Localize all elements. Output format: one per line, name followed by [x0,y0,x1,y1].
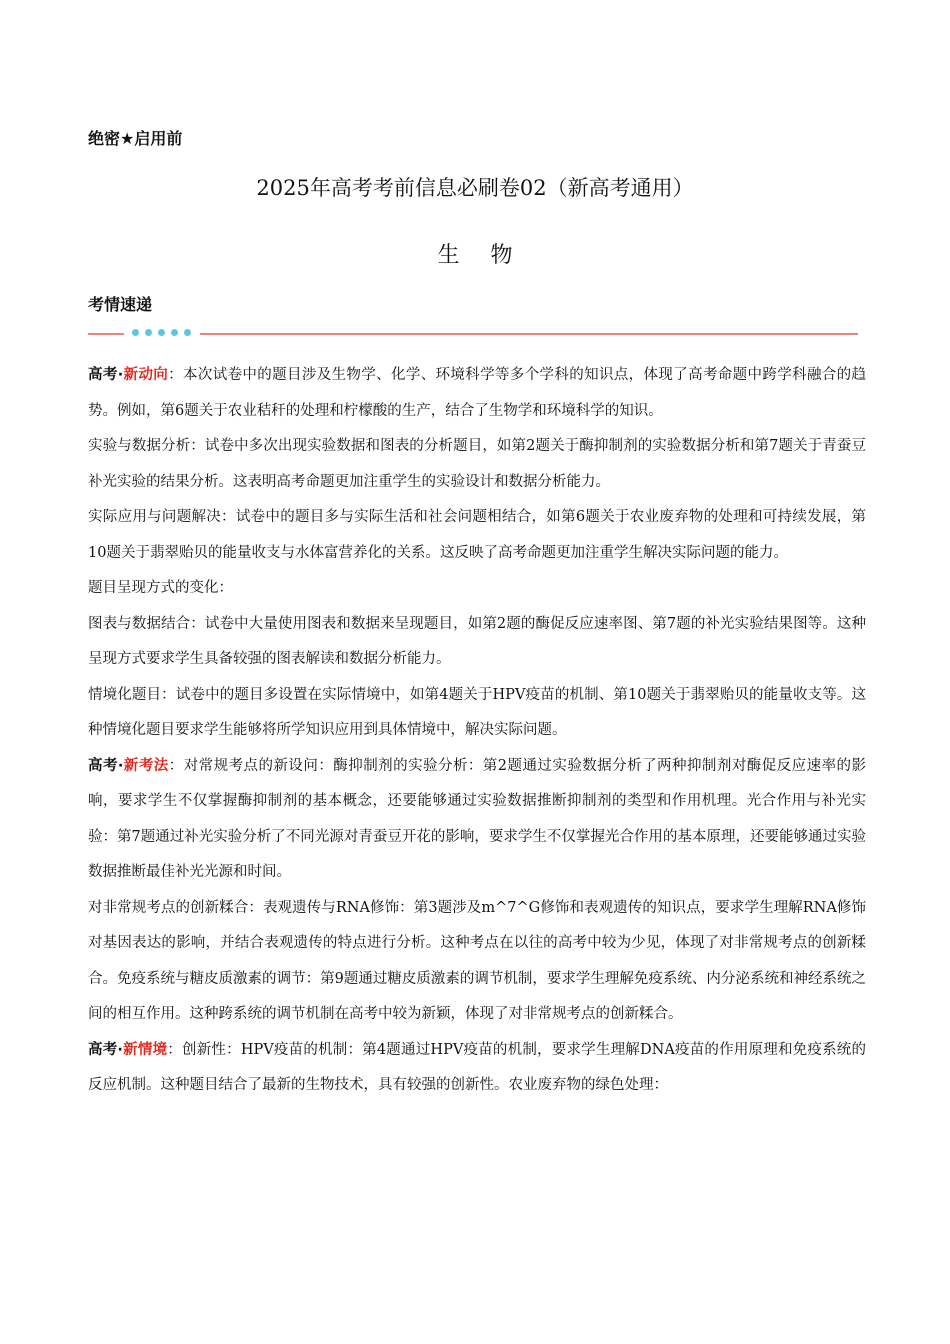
exam-title: 2025年高考考前信息必刷卷02（新高考通用） [256,176,694,200]
label-new-context: 新情境 [122,1041,168,1058]
divider-dot [145,329,152,336]
body-text [88,358,866,1104]
paragraph-new-method [88,749,866,891]
label-sep: ： [168,367,184,383]
subject-title: 生 物 [437,243,525,268]
divider-line-left [88,333,124,335]
label-prefix: 高考· [88,757,124,774]
paragraph: 实验与数据分析：试卷中多次出现实验数据和图表的分析题目，如第2题关于酶抑制剂的实验数据分析和第7题关于青蚕豆补光实验的结果分析。这表明高考命题更加注重学生的实验设计和数据分析能力。 [88,438,866,490]
paragraph: 图表与数据结合：试卷中大量使用图表和数据来呈现题目，如第2题的酶促反应速率图、第7题的补光实验结果图等。这种呈现方式要求学生具备较强的图表解读和数据分析能力。 [88,615,866,667]
confidential-mark: 绝密★启用前 [88,129,183,148]
paragraph: 实际应用与问题解决：试卷中的题目多与实际生活和社会问题相结合，如第6题关于农业废弃物的处理和可持续发展，第10题关于翡翠贻贝的能量收支与水体富营养化的关系。这反映了高考命题更加注重学生解决实际问题的能力。 [88,509,866,561]
label-new-method: 新考法 [123,757,169,774]
label-sep: ： [168,757,184,774]
section-heading: 考情速递 [88,295,153,314]
paragraph: 情境化题目：试卷中的题目多设置在实际情境中，如第4题关于HPV疫苗的机制、第10题关于翡翠贻贝的能量收支等。这种情境化题目要求学生能够将所学知识应用到具体情境中，解决实际问题。 [88,686,866,738]
divider-dots [132,329,191,336]
label-prefix: 高考· [88,1041,123,1058]
paragraph-text: 创新性：HPV疫苗的机制：第4题通过HPV疫苗的机制，要求学生理解DNA疫苗的作用原理和免疫系统的反应机制。这种题目结合了最新的生物技术，具有较强的创新性。农业废弃物的绿色处理： [88,1041,867,1093]
paragraph: 对非常规考点的创新糅合：表观遗传与RNA修饰：第3题涉及m^7^G修饰和表观遗传的知识点，要求学生理解RNA修饰对基因表达的影响，并结合表观遗传的特点进行分析。这种考点在以往的高考中较为少见，体现了对非常规考点的创新糅合。免疫系统与糖皮质激素的调节：第9题通过糖皮质激素的调节机制，要求学生理解免疫系统、内分泌系统和神经系统之间的相互作用。这种跨系统的调节机制在高考中较为新颖，体现了对非常规考点的创新糅合。 [88,899,866,1022]
paragraph-text: 对常规考点的新设问：酶抑制剂的实验分析：第2题通过实验数据分析了两种抑制剂对酶促反应速率的影响，要求学生不仅掌握酶抑制剂的基本概念，还要能够通过实验数据推断抑制剂的类型和作用机理。光合作用与补光实验：第7题通过补光实验分析了不同光源对青蚕豆开花的影响，要求学生不仅掌握光合作用的基本原理，还要能够通过实验数据推断最佳补光光源和时间。 [88,757,866,880]
divider-dot [171,329,178,336]
label-prefix: 高考· [88,367,124,383]
divider-line-right [200,333,858,335]
divider-dot [184,329,191,336]
label-sep: ： [167,1041,182,1058]
paragraph-new-trend [88,358,866,429]
label-new-trend: 新动向 [123,367,169,383]
divider-dot [158,329,165,336]
paragraph-text: 本次试卷中的题目涉及生物学、化学、环境科学等多个学科的知识点，体现了高考命题中跨学科融合的趋势。例如，第6题关于农业秸秆的处理和柠檬酸的生产，结合了生物学和环境科学的知识。 [88,367,867,419]
paragraph-new-context [88,1033,866,1104]
paragraph: 题目呈现方式的变化： [88,580,233,596]
section-divider [88,328,858,340]
divider-dot [132,329,139,336]
